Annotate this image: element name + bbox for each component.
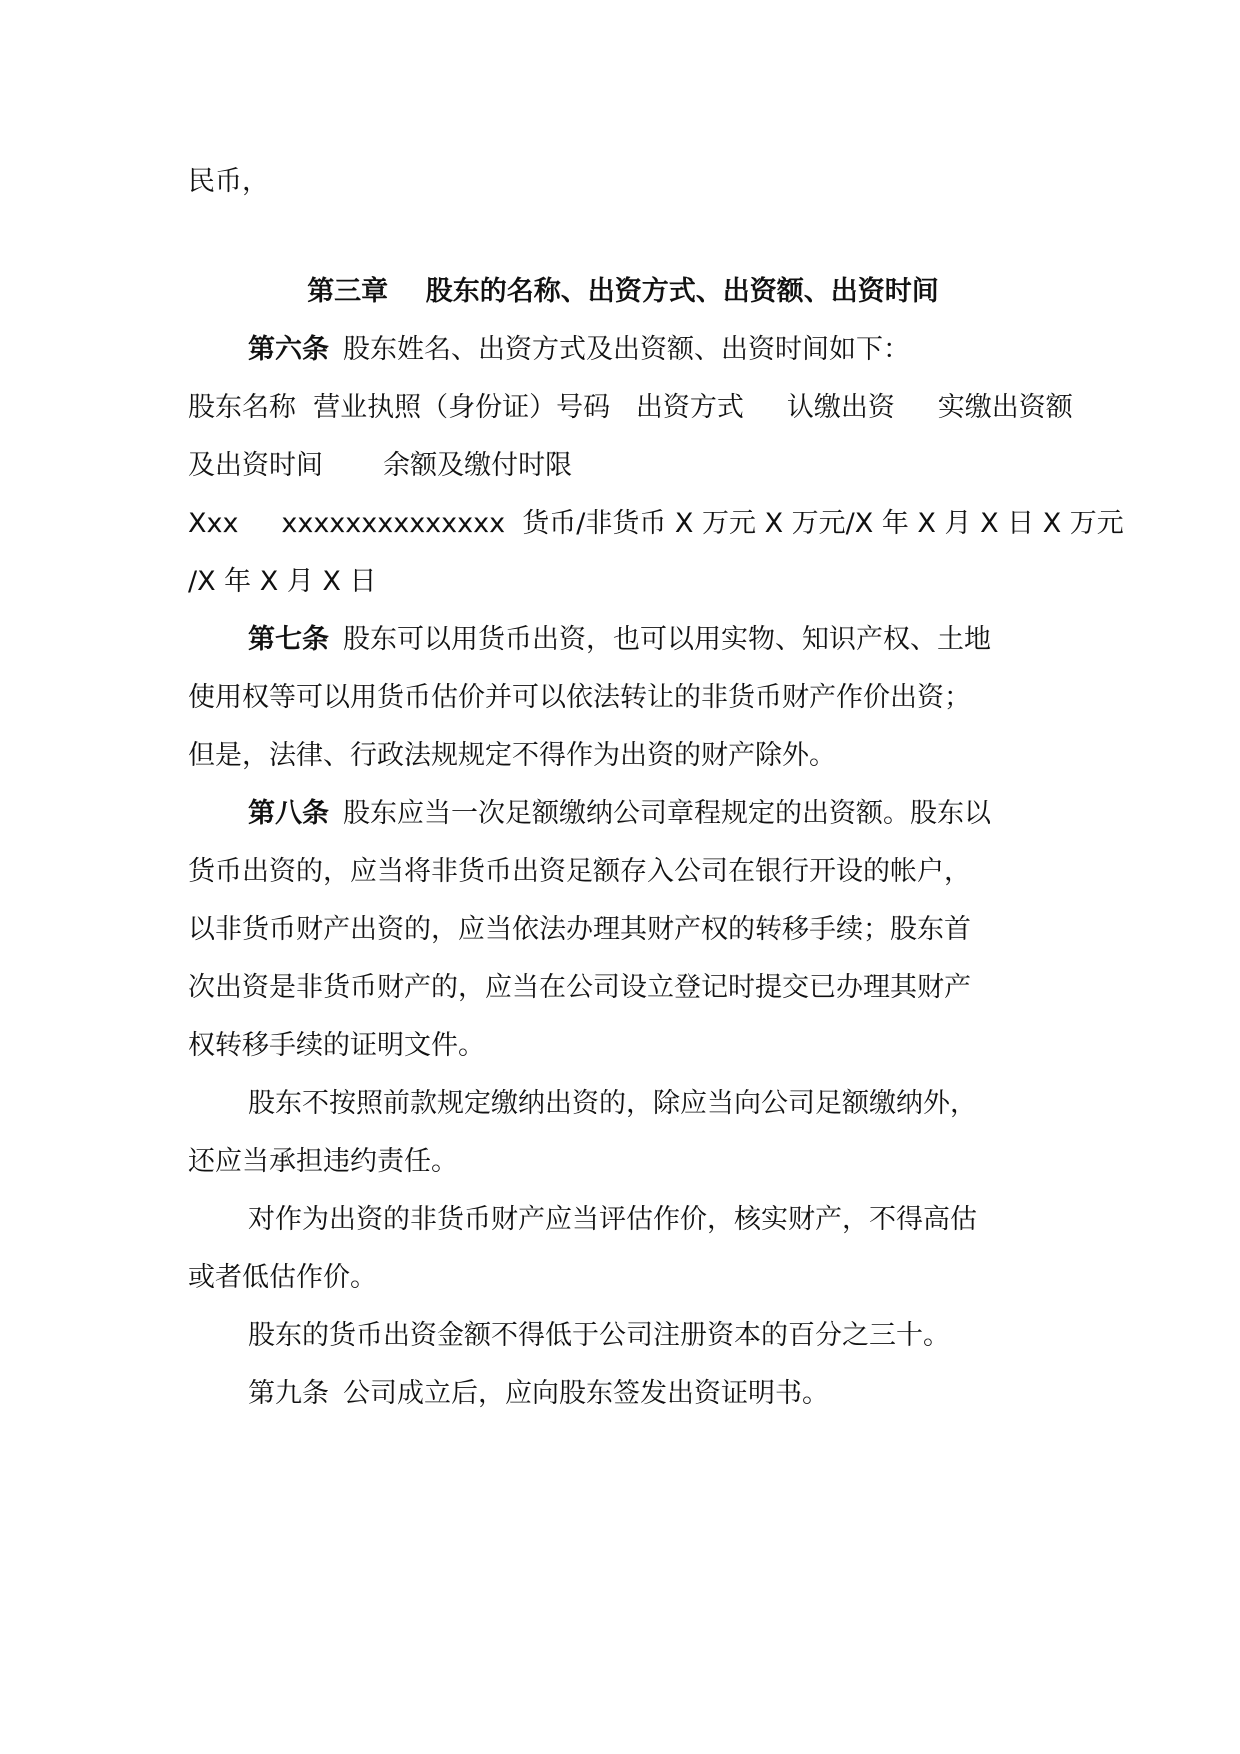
article-8-line-3: 以非货币财产出资的，应当依法办理其财产权的转移手续；股东首: [188, 914, 971, 945]
article-9: [248, 1374, 1058, 1414]
article-7-line-2: 使用权等可以用货币估价并可以依法转让的非货币财产作价出资；: [188, 682, 971, 713]
article-label: 第八条: [248, 798, 329, 829]
paragraph-text: 民币，: [188, 166, 269, 197]
article-7-line-3: 但是，法律、行政法规规定不得作为出资的财产除外。: [188, 740, 836, 771]
chapter-title: 第三章 股东的名称、出资方式、出资额、出资时间: [307, 276, 939, 307]
article-7-line-1: [248, 620, 1058, 660]
paragraph-valuation-line-2: 或者低估作价。: [188, 1262, 377, 1293]
article-text: 股东姓名、出资方式及出资额、出资时间如下：: [343, 334, 910, 365]
article-8-line-2: 货币出资的，应当将非货币出资足额存入公司在银行开设的帐户，: [188, 856, 971, 887]
article-8-line-5: 权转移手续的证明文件。: [188, 1030, 485, 1061]
table-row-line-1: Xxx xxxxxxxxxxxxxx 货币/非货币 X 万元 X 万元/X 年 X 月 X 日 X 万元: [188, 508, 1124, 539]
table-header-line-1: 股东名称 营业执照（身份证）号码 出资方式 认缴出资 实缴出资额: [188, 392, 1073, 423]
article-label: 第七条: [248, 624, 329, 655]
table-header-line-2: 及出资时间 余额及缴付时限: [188, 450, 573, 481]
article-label: 第六条: [248, 334, 329, 365]
article-8-line-1: [248, 794, 1058, 834]
paragraph-default-line-1: 股东不按照前款规定缴纳出资的，除应当向公司足额缴纳外，: [248, 1088, 977, 1119]
article-label: 第九条: [248, 1378, 329, 1409]
article-text: 公司成立后，应向股东签发出资证明书。: [343, 1378, 829, 1409]
paragraph-default-line-2: 还应当承担违约责任。: [188, 1146, 458, 1177]
paragraph-cash-ratio: 股东的货币出资金额不得低于公司注册资本的百分之三十。: [248, 1320, 950, 1351]
article-6: [248, 330, 1058, 370]
article-text: 股东可以用货币出资，也可以用实物、知识产权、土地: [343, 624, 991, 655]
article-8-line-4: 次出资是非货币财产的，应当在公司设立登记时提交已办理其财产: [188, 972, 971, 1003]
table-row-line-2: /X 年 X 月 X 日: [188, 566, 377, 597]
paragraph-valuation-line-1: 对作为出资的非货币财产应当评估作价，核实财产，不得高估: [248, 1204, 977, 1235]
article-text: 股东应当一次足额缴纳公司章程规定的出资额。股东以: [343, 798, 991, 829]
text-line-currency: [188, 162, 1058, 202]
